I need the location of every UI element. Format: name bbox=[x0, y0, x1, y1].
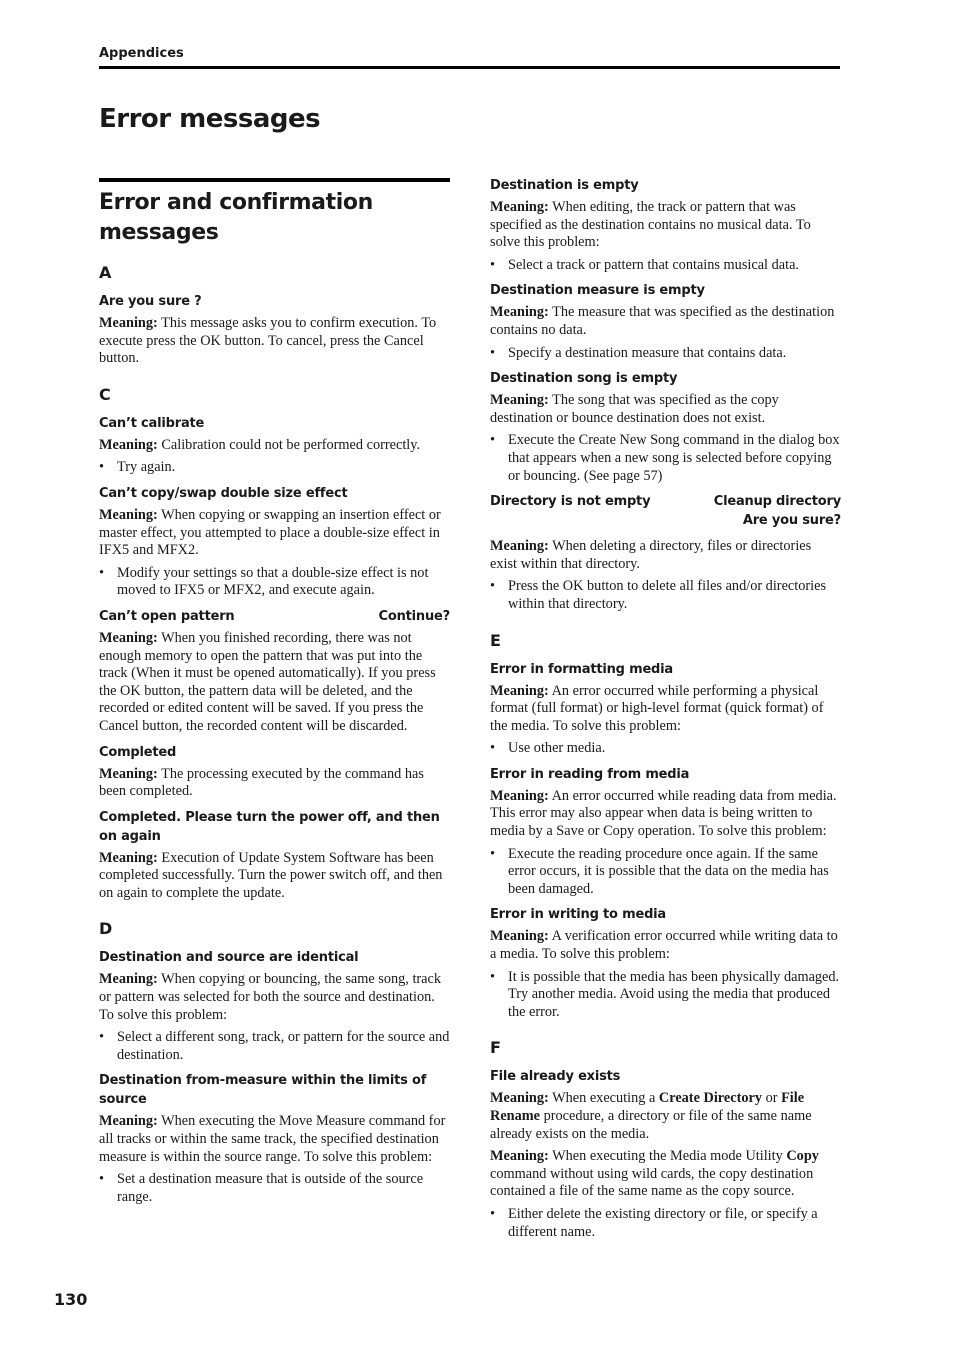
bullet-item: • Press the OK button to delete all files and/or directories within that directory. bbox=[490, 578, 827, 612]
entry-meaning: Meaning: When executing a Create Directory or File Rename procedure, a directory or file of the same name already exists on the media. bbox=[490, 1090, 812, 1142]
entry-meaning: Meaning: A verification error occurred while writing data to a media. To solve this problem: bbox=[490, 928, 838, 963]
letter-heading-c: C bbox=[99, 384, 111, 404]
entry-title: Can’t open pattern bbox=[99, 608, 235, 624]
entry-dest-song-empty bbox=[490, 369, 841, 485]
entry-meaning: Meaning: When deleting a directory, files or directories exist within that directory. bbox=[490, 538, 812, 572]
entry-file-exists bbox=[490, 1067, 841, 1241]
entry-title: Directory is not empty bbox=[490, 494, 651, 510]
entry-title-row bbox=[99, 607, 450, 626]
entry-title: Error in reading from media bbox=[490, 766, 690, 782]
entry-dest-measure-empty bbox=[490, 281, 841, 362]
entry-title: Destination is empty bbox=[490, 178, 639, 193]
entry-title-row bbox=[490, 492, 841, 530]
entry-completed-power bbox=[99, 808, 450, 903]
bullet-item: • Use other media. bbox=[490, 740, 606, 757]
entry-title: Error in formatting media bbox=[490, 661, 673, 677]
entry-title: Destination and source are identical bbox=[99, 950, 359, 966]
letter-heading-a: A bbox=[99, 263, 112, 282]
page-title: Error messages bbox=[99, 104, 321, 134]
entry-title: Can’t calibrate bbox=[99, 415, 205, 431]
entry-meaning: Meaning: When executing the Move Measure command for all tracks or within the same track, the specified destination measure is within the source range. To solve this problem: bbox=[99, 1113, 446, 1165]
entry-dest-source-identical bbox=[99, 948, 450, 1064]
entry-prompt: Cleanup directory Are you sure? bbox=[713, 494, 841, 529]
section-rule bbox=[99, 178, 450, 182]
entry-title: File already exists bbox=[490, 1069, 621, 1085]
entry-prompt: Continue? bbox=[378, 608, 450, 624]
entry-meaning: Meaning: When executing the Media mode Utility Copy command without using wild cards, the copy destination contained a file of the same name as the copy source. bbox=[490, 1148, 819, 1200]
entry-title: Completed. Please turn the power off, and then on again bbox=[99, 809, 440, 844]
header-rule bbox=[99, 66, 840, 69]
bullet-item: • Select a track or pattern that contains musical data. bbox=[490, 256, 799, 273]
entry-are-you-sure bbox=[99, 292, 450, 368]
entry-meaning: Meaning: The processing executed by the command has been completed. bbox=[99, 765, 424, 800]
entry-err-formatting bbox=[490, 660, 841, 758]
entry-title: Error in writing to media bbox=[490, 907, 667, 923]
entry-meaning: Meaning: The measure that was specified as the destination contains no data. bbox=[490, 304, 835, 338]
entry-dest-from-measure bbox=[99, 1071, 450, 1206]
entry-meaning: Meaning: An error occurred while reading data from media. This error may also appear when data is being written to media by a Save or Copy operation. To solve this problem: bbox=[490, 787, 837, 840]
entry-title: Completed bbox=[99, 744, 177, 760]
entry-dest-empty bbox=[490, 176, 841, 274]
entry-meaning: Meaning: An error occurred while performing a physical format (full format) or high-level format (quick format) of the media. To solve this problem: bbox=[490, 682, 824, 734]
left-column bbox=[99, 178, 450, 1213]
entry-meaning: Meaning: When copying or bouncing, the same song, track or pattern was selected for both the source and destination. To solve this problem: bbox=[99, 971, 442, 1023]
bullet-item: • Execute the Create New Song command in the dialog box that appears when a new song is selected before copying or bouncing. (See page 57) bbox=[490, 432, 840, 484]
bullet-item: • Try again. bbox=[99, 459, 176, 476]
bullet-item: • Execute the reading procedure once again. If the same error occurs, it is possible that the data on the media has been damaged. bbox=[490, 845, 829, 897]
entry-meaning: Meaning: Calibration could not be performed correctly. bbox=[99, 436, 421, 453]
entry-completed bbox=[99, 743, 450, 801]
letter-heading-d: D bbox=[99, 919, 113, 939]
entry-err-writing bbox=[490, 905, 841, 1021]
entry-meaning: Meaning: When copying or swapping an insertion effect or master effect, you attempted to place a double-size effect in IFX5 and MFX2. bbox=[99, 506, 441, 559]
entry-meaning: Meaning: The song that was specified as the copy destination or bounce destination does not exist. bbox=[490, 392, 779, 426]
entry-cant-copy-swap bbox=[99, 484, 450, 600]
entry-title: Destination from-measure within the limits of source bbox=[99, 1073, 427, 1108]
letter-heading-e: E bbox=[490, 630, 501, 650]
entry-cant-calibrate bbox=[99, 414, 450, 477]
bullet-item: • Specify a destination measure that contains data. bbox=[490, 344, 787, 361]
section-title: Error and confirmation messages bbox=[99, 190, 373, 245]
entry-meaning: Meaning: Execution of Update System Software has been completed successfully. Turn the power switch off, and then on again to complete the update. bbox=[99, 849, 443, 901]
right-column bbox=[490, 176, 841, 1248]
running-header: Appendices bbox=[99, 46, 184, 61]
entry-title: Can’t copy/swap double size effect bbox=[99, 485, 348, 501]
entry-meaning: Meaning: When you finished recording, there was not enough memory to open the pattern that was put into the track (When it must be opened automatically). If you press the OK button, the pattern data will be deleted, and the recorded or edited content will be saved. If you press the Cancel button, the recorded content will be discarded. bbox=[99, 629, 436, 734]
entry-title: Destination song is empty bbox=[490, 371, 678, 387]
bullet-item: • It is possible that the media has been physically damaged. Try another media. Avoid using the media that produced the error. bbox=[490, 968, 840, 1020]
entry-meaning: Meaning: This message asks you to confirm execution. To execute press the OK button. To cancel, press the Cancel button. bbox=[99, 315, 437, 367]
bullet-item: • Set a destination measure that is outside of the source range. bbox=[99, 1171, 424, 1205]
letter-heading-f: F bbox=[490, 1038, 501, 1058]
entry-title: Destination measure is empty bbox=[490, 283, 705, 299]
entry-meaning: Meaning: When editing, the track or pattern that was specified as the destination contains no musical data. To solve this problem: bbox=[490, 199, 811, 251]
bullet-item: • Select a different song, track, or pattern for the source and destination. bbox=[99, 1029, 450, 1063]
entry-cant-open-pattern bbox=[99, 607, 450, 736]
entry-err-reading bbox=[490, 765, 841, 899]
page-number: 130 bbox=[54, 1290, 88, 1309]
bullet-item: • Modify your settings so that a double-size effect is not moved to IFX5 or MFX2, and execute again. bbox=[99, 564, 429, 599]
bullet-item: • Either delete the existing directory or file, or specify a different name. bbox=[490, 1205, 818, 1240]
entry-dir-not-empty bbox=[490, 492, 841, 613]
entry-title: Are you sure ? bbox=[99, 294, 202, 309]
